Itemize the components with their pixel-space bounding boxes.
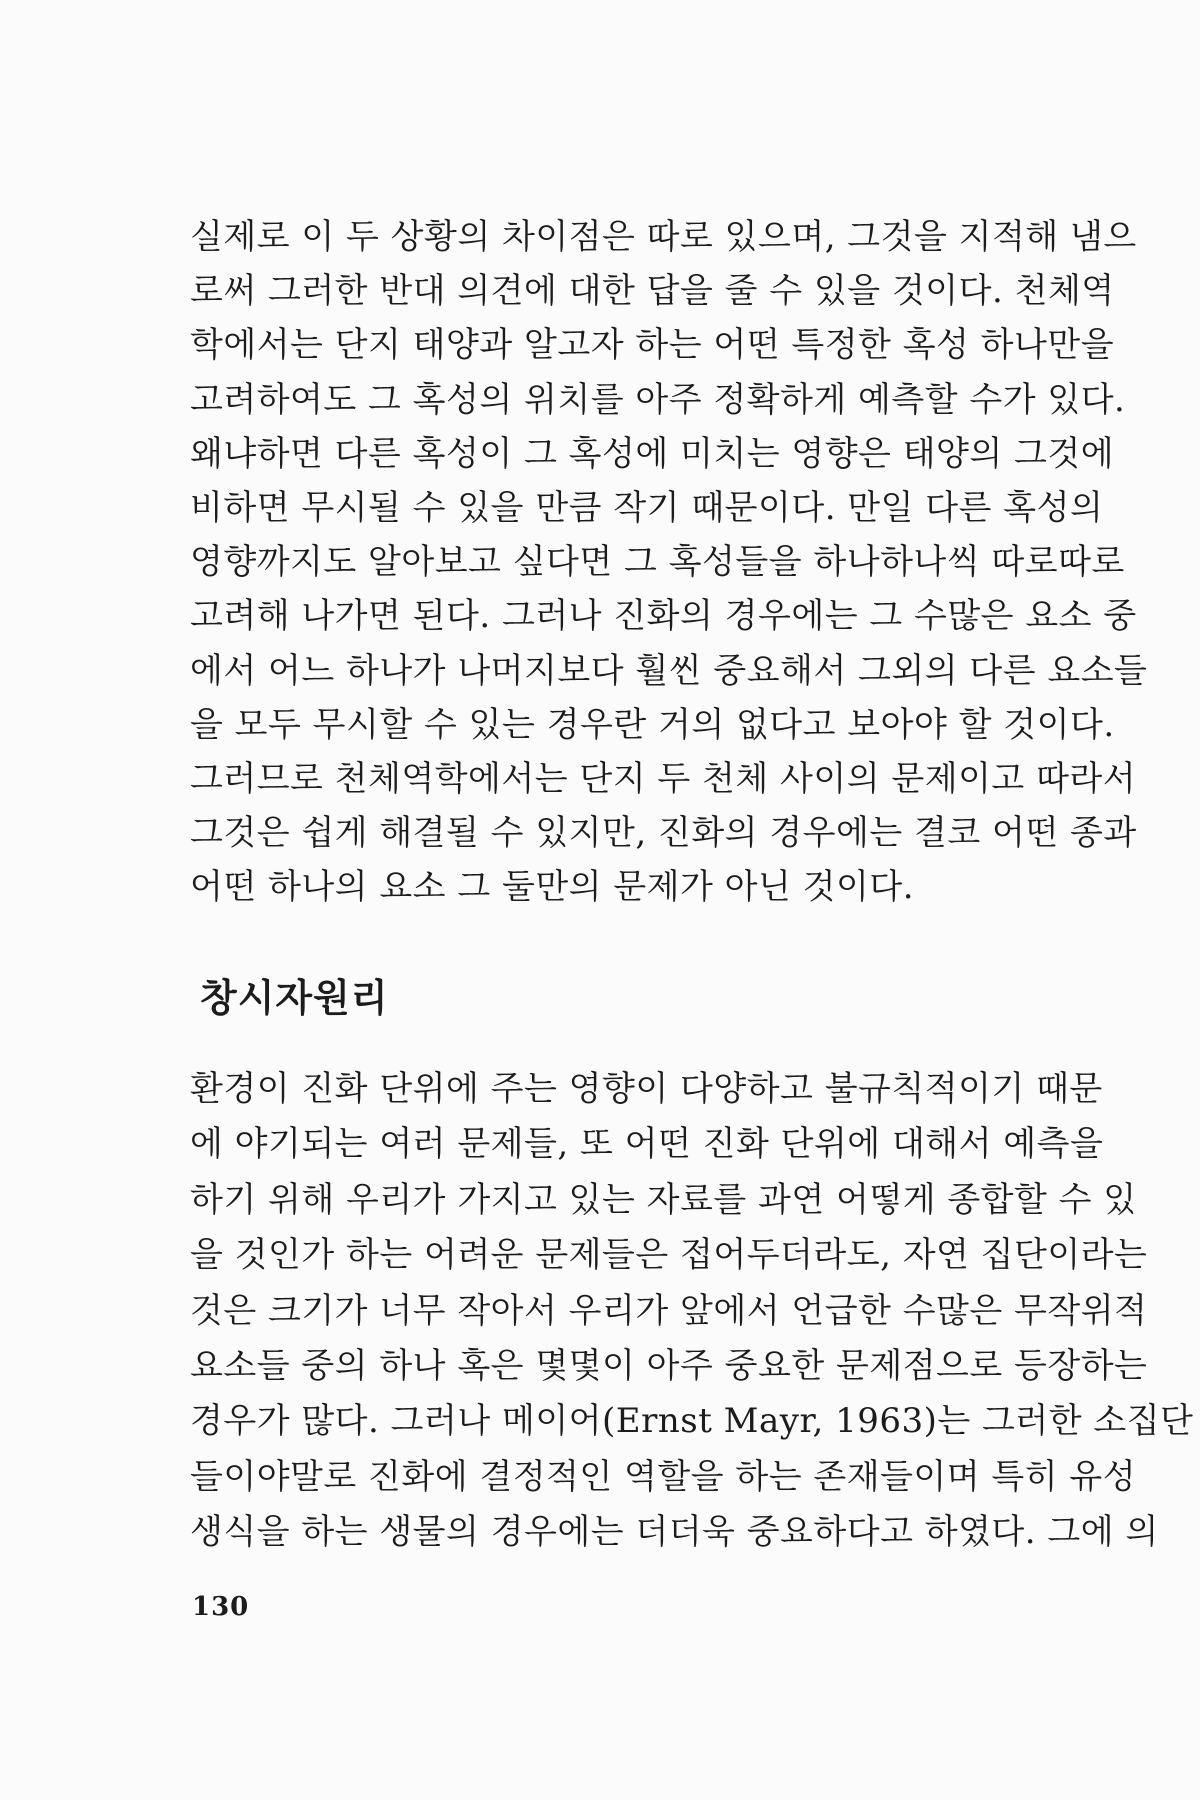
text-line: 고려하여도 그 혹성의 위치를 아주 정확하게 예측할 수가 있다. (190, 379, 1126, 420)
text-line: 생식을 하는 생물의 경우에는 더더욱 중요하다고 하였다. 그에 의 (190, 1512, 1159, 1553)
text-line: 고려해 나가면 된다. 그러나 진화의 경우에는 그 수많은 요소 중 (190, 596, 1137, 637)
text-line: 실제로 이 두 상황의 차이점은 따로 있으며, 그것을 지적해 냄으 (190, 217, 1137, 257)
text-line: 을 것인가 하는 어려운 문제들은 접어두더라도, 자연 집단이라는 (190, 1235, 1148, 1276)
text-line: 것은 크기가 너무 작아서 우리가 앞에서 언급한 수많은 무작위적 (190, 1290, 1148, 1331)
text-line: 들이야말로 진화에 결정적인 역할을 하는 존재들이며 특히 유성 (190, 1456, 1137, 1497)
text-line: 경우가 많다. 그러나 메이어(Ernst Mayr, 1963)는 그러한 소집단 (190, 1401, 1194, 1442)
text-line: 그것은 쉽게 해결될 수 있지만, 진화의 경우에는 결코 어떤 종과 (190, 813, 1137, 854)
text-line: 어떤 하나의 요소 그 둘만의 문제가 아닌 것이다. (190, 867, 914, 908)
text-line: 에서 어느 하나가 나머지보다 훨씬 중요해서 그외의 다른 요소들 (190, 650, 1148, 691)
section-heading: 창시자원리 (200, 975, 389, 1020)
body-paragraph-2 (190, 1062, 1194, 1561)
text-line: 하기 위해 우리가 가지고 있는 자료를 과연 어떻게 종합할 수 있 (190, 1179, 1137, 1220)
body-paragraph-1 (190, 210, 1148, 914)
text-line: 로써 그러한 반대 의견에 대한 답을 줄 수 있을 것이다. 천체역 (190, 271, 1115, 312)
text-line: 그러므로 천체역학에서는 단지 두 천체 사이의 문제이고 따라서 (190, 758, 1137, 799)
text-line: 을 모두 무시할 수 있는 경우란 거의 없다고 보아야 할 것이다. (190, 704, 1115, 745)
text-line: 왜냐하면 다른 혹성이 그 혹성에 미치는 영향은 태양의 그것에 (190, 433, 1115, 474)
page-number: 130 (192, 1592, 250, 1622)
text-line: 요소들 중의 하나 혹은 몇몇이 아주 중요한 문제점으로 등장하는 (190, 1345, 1148, 1386)
text-line: 비하면 무시될 수 있을 만큼 작기 때문이다. 만일 다른 혹성의 (190, 487, 1104, 528)
text-line: 환경이 진화 단위에 주는 영향이 다양하고 불규칙적이기 때문 (190, 1069, 1103, 1109)
text-line: 학에서는 단지 태양과 알고자 하는 어떤 특정한 혹성 하나만을 (190, 325, 1115, 366)
text-line: 에 야기되는 여러 문제들, 또 어떤 진화 단위에 대해서 예측을 (190, 1124, 1104, 1165)
text-line: 영향까지도 알아보고 싶다면 그 혹성들을 하나하나씩 따로따로 (190, 542, 1125, 583)
